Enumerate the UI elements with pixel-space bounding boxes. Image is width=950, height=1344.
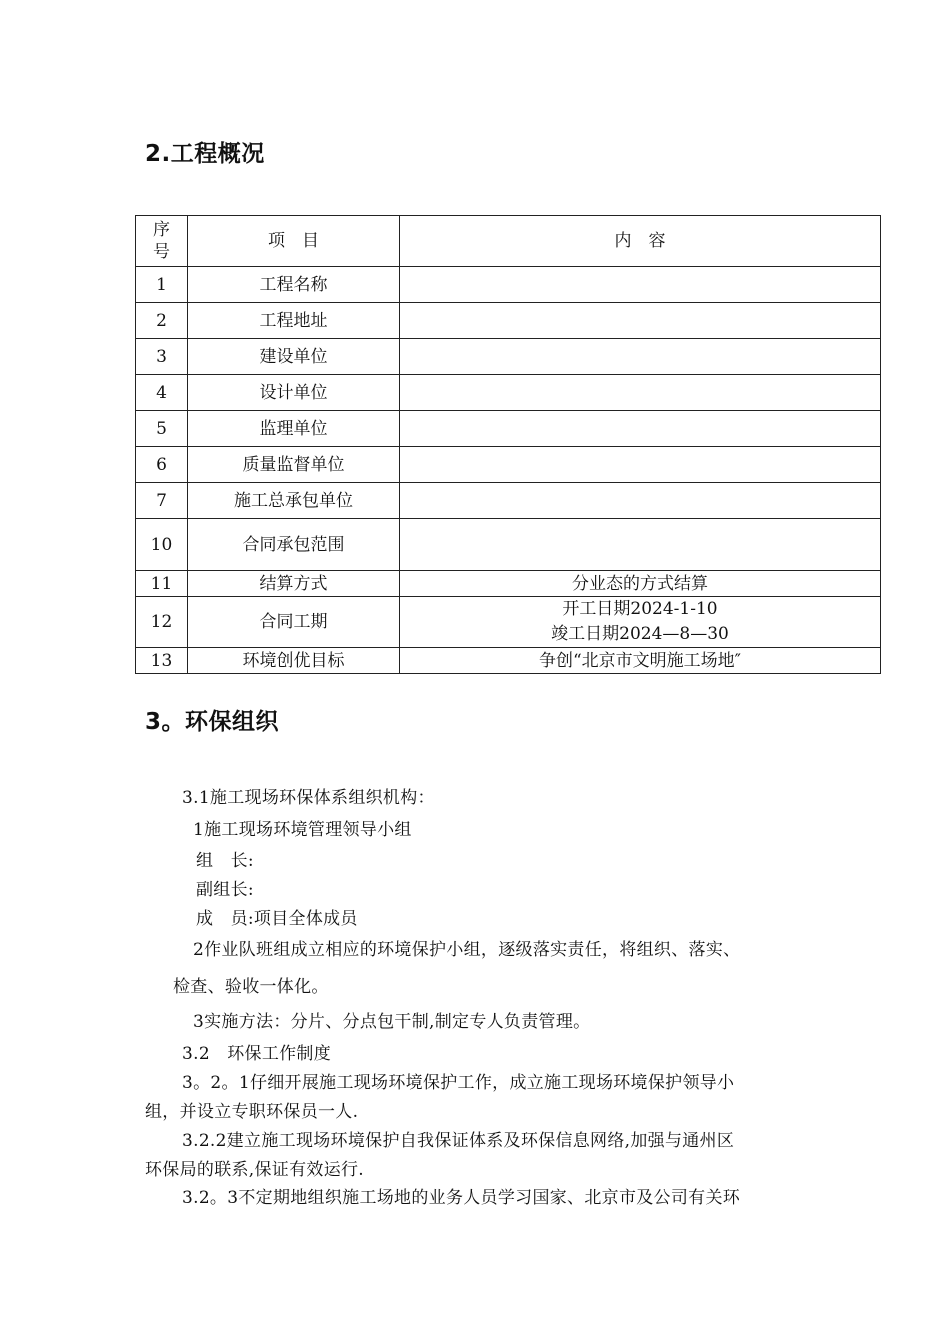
paragraph-line: 环保局的联系,保证有效运行. <box>145 1160 365 1180</box>
row-content <box>400 483 881 519</box>
table-row <box>136 339 881 375</box>
table-row <box>136 447 881 483</box>
row-item: 工程地址 <box>188 303 400 339</box>
row-no: 2 <box>136 303 188 339</box>
row-item: 施工总承包单位 <box>188 483 400 519</box>
paragraph-line: 3实施方法：分片、分点包干制,制定专人负责管理。 <box>193 1012 591 1032</box>
row-content: 争创“北京市文明施工场地″ <box>400 648 881 674</box>
paragraph-line: 3.1施工现场环保体系组织机构： <box>182 788 435 808</box>
project-info-table <box>135 215 881 674</box>
paragraph-line: 3。2。1仔细开展施工现场环境保护工作，成立施工现场环境保护领导小 <box>182 1073 735 1093</box>
row-no: 1 <box>136 267 188 303</box>
table-row <box>136 648 881 674</box>
paragraph-line: 3.2。3不定期地组织施工场地的业务人员学习国家、北京市及公司有关环 <box>182 1188 741 1208</box>
row-no: 13 <box>136 648 188 674</box>
paragraph-line: 成 员:项目全体成员 <box>196 909 358 929</box>
row-no: 3 <box>136 339 188 375</box>
row-content <box>400 267 881 303</box>
row-item: 工程名称 <box>188 267 400 303</box>
row-no: 4 <box>136 375 188 411</box>
row-no: 6 <box>136 447 188 483</box>
row-item: 质量监督单位 <box>188 447 400 483</box>
table-row <box>136 267 881 303</box>
paragraph-line: 检查、验收一体化。 <box>173 977 329 997</box>
row-item: 结算方式 <box>188 571 400 597</box>
header-content: 内 容 <box>400 216 881 267</box>
row-content <box>400 411 881 447</box>
row-content <box>400 339 881 375</box>
row-content <box>400 447 881 483</box>
paragraph-line: 组 长: <box>196 851 254 871</box>
row-item: 监理单位 <box>188 411 400 447</box>
row-content: 分业态的方式结算 <box>400 571 881 597</box>
row-item: 合同承包范围 <box>188 519 400 571</box>
row-content: 开工日期2024-1-10 竣工日期2024—8—30 <box>400 597 881 648</box>
row-content <box>400 375 881 411</box>
table-row <box>136 571 881 597</box>
row-item: 建设单位 <box>188 339 400 375</box>
row-no: 5 <box>136 411 188 447</box>
header-item: 项 目 <box>188 216 400 267</box>
paragraph-line: 1施工现场环境管理领导小组 <box>193 820 412 840</box>
paragraph-line: 3.2 环保工作制度 <box>182 1044 332 1064</box>
row-no: 12 <box>136 597 188 648</box>
paragraph-line: 组，并设立专职环保员一人. <box>145 1102 359 1122</box>
row-no: 7 <box>136 483 188 519</box>
row-no: 11 <box>136 571 188 597</box>
section-heading-environmental-organization: 3。环保组织 <box>145 709 280 735</box>
row-no: 10 <box>136 519 188 571</box>
row-item: 合同工期 <box>188 597 400 648</box>
table-row <box>136 597 881 648</box>
row-content <box>400 303 881 339</box>
row-item: 设计单位 <box>188 375 400 411</box>
paragraph-line: 2作业队班组成立相应的环境保护小组，逐级落实责任，将组织、落实、 <box>193 940 741 960</box>
paragraph-line: 3.2.2建立施工现场环境保护自我保证体系及环保信息网络,加强与通州区 <box>182 1131 735 1151</box>
table-row <box>136 411 881 447</box>
row-item: 环境创优目标 <box>188 648 400 674</box>
table-header-row <box>136 216 881 267</box>
section-heading-project-overview: 2.工程概况 <box>145 141 265 167</box>
table-row <box>136 483 881 519</box>
table-row <box>136 303 881 339</box>
table-row <box>136 519 881 571</box>
paragraph-line: 副组长: <box>196 880 254 900</box>
header-no: 序 号 <box>136 216 188 267</box>
row-content <box>400 519 881 571</box>
table-row <box>136 375 881 411</box>
